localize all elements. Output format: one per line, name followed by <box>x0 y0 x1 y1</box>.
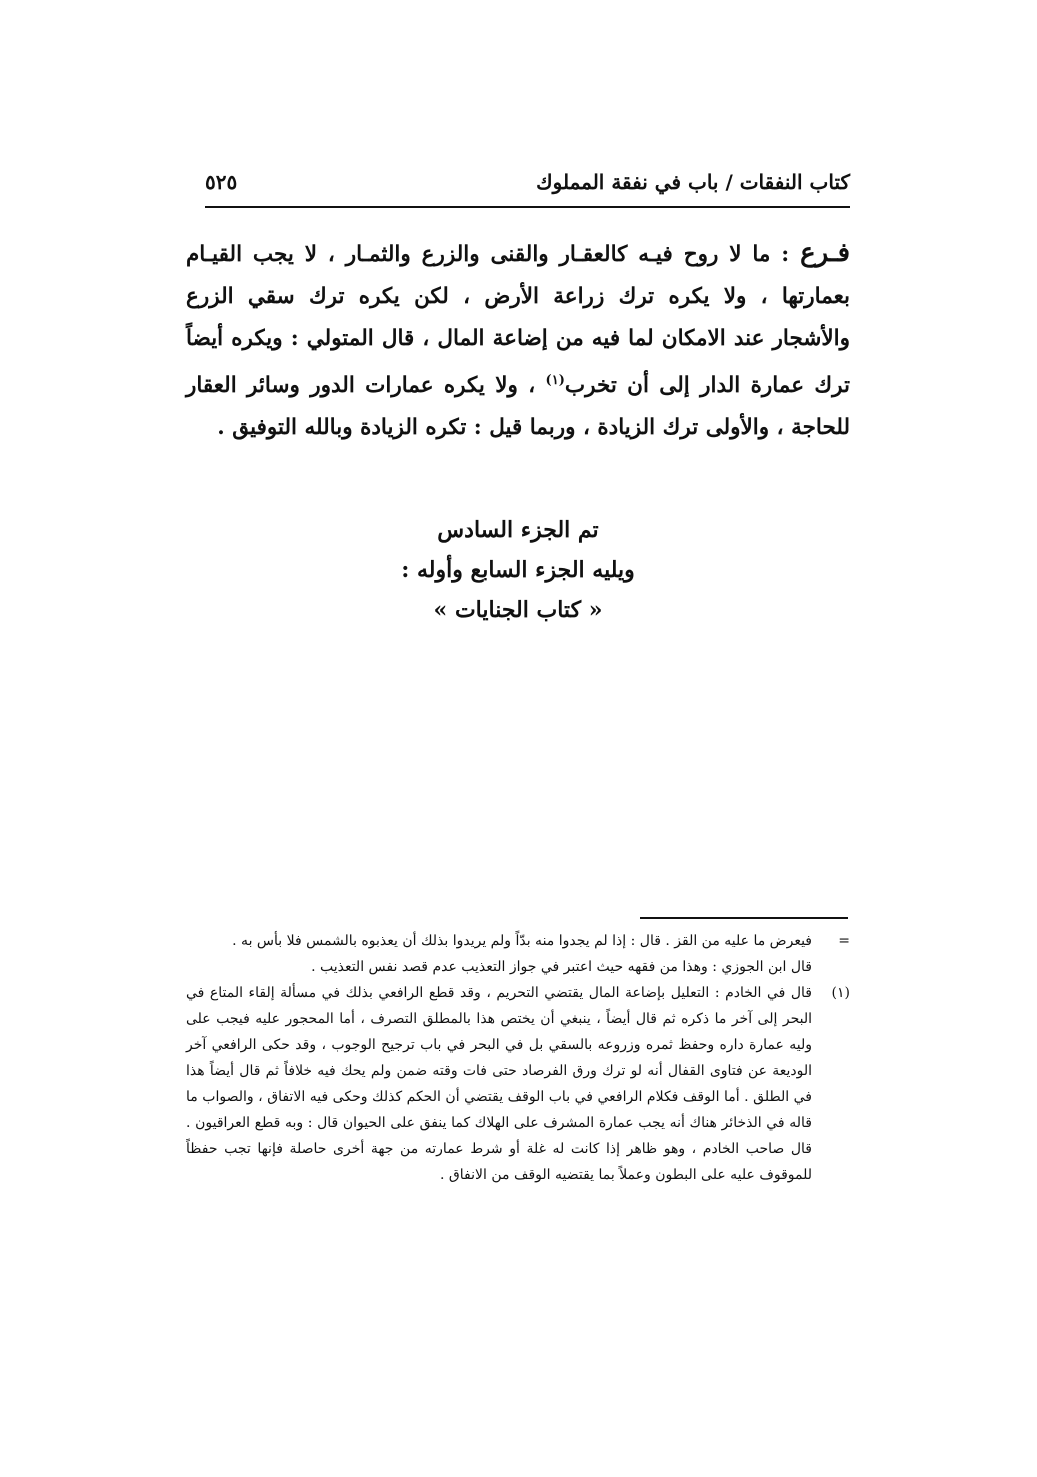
footnote-divider <box>640 917 848 919</box>
colophon-line-end: تم الجزء السادس <box>437 517 599 543</box>
footnote-continuation <box>186 928 850 954</box>
footnote-1 <box>186 980 850 1188</box>
continuation-text: فيعرض ما عليه من القز . قال : إذا لم يجدوا منه بدّاً ولم يريدوا بذلك أن يعذبوه بالشمس فلا بأس به . <box>232 933 812 949</box>
running-header <box>205 168 850 202</box>
volume-colophon <box>186 510 850 630</box>
footnote-1-marker: (١) <box>831 985 850 1001</box>
colophon-line-next: ويليه الجزء السابع وأوله : <box>401 557 635 583</box>
footnotes-section <box>186 928 850 1188</box>
continuation-marker: = <box>838 933 850 949</box>
footnote-1-text: قال في الخادم : التعليل بإضاعة المال يقتضي التحريم ، وقد قطع الرافعي بذلك في مسألة إلقاء المتاع في البحر إلى آخر ما ذكره ثم قال أيضاً ، ينبغي أن يختص هذا بالمطلق التصرف ، أما المحجور عليه فيجب على وليه عمارة داره وحفظ ثمره وزروعه بالسقي بل في البحر في باب ترجيح الوجوب ، وقد حكى الرافعي آخر الوديعة عن فتاوى القفال أنه لو ترك ورق الفرصاد حتى فات وقته ضمن ولم يحك فيه خلافاً ثم قال أيضاً هذا في الطلق . أما الوقف فكلام الرافعي في باب الوقف يقتضي أن الحكم كذلك وحكى فيه الاتفاق ، والصواب ما قاله في الذخائر هناك أنه يجب عمارة المشرف على الهلاك كما ينفق على الحيوان قال : وبه قطع العراقيون . قال صاحب الخادم ، وهو ظاهر إذا كانت له غلة أو شرط عمارته من جهة أخرى حاصلة فإنها تجب حفظاً للموقوف عليه على البطون وعملاً بما يقتضيه الوقف من الانفاق . <box>186 985 812 1183</box>
chapter-title: كتاب النفقات / باب في نفقة المملوك <box>536 170 850 194</box>
footnote-reference: (١) <box>545 373 565 388</box>
main-text: : ما لا روح فيـه كالعقـار والقنى والزرع والثمـار ، لا يجب القيـام بعمارتها ، ولا يكره ترك زراعة الأرض ، لكن يكره ترك سقي الزرع والأشجار عند الامكان لما فيه من إضاعة المال ، قال المتولي : ويكره أيضاً ترك عمارة الدار إلى أن تخرب <box>186 242 850 399</box>
continuation-text-2: قال ابن الجوزي : وهذا من فقهه حيث اعتبر في جواز التعذيب عدم قصد نفس التعذيب . <box>311 959 812 975</box>
colophon-line-title: « كتاب الجنايات » <box>433 597 603 623</box>
section-lead-word: فـرع <box>800 238 850 268</box>
main-text-continued: ، ولا يكره عمارات الدور وسائر العقار للحاجة ، والأولى ترك الزيادة ، وربما قيل : تكره الزيادة وبالله التوفيق . <box>186 373 850 441</box>
header-divider <box>205 206 850 208</box>
page-number: ٥٢٥ <box>205 170 238 194</box>
main-paragraph <box>186 232 850 449</box>
